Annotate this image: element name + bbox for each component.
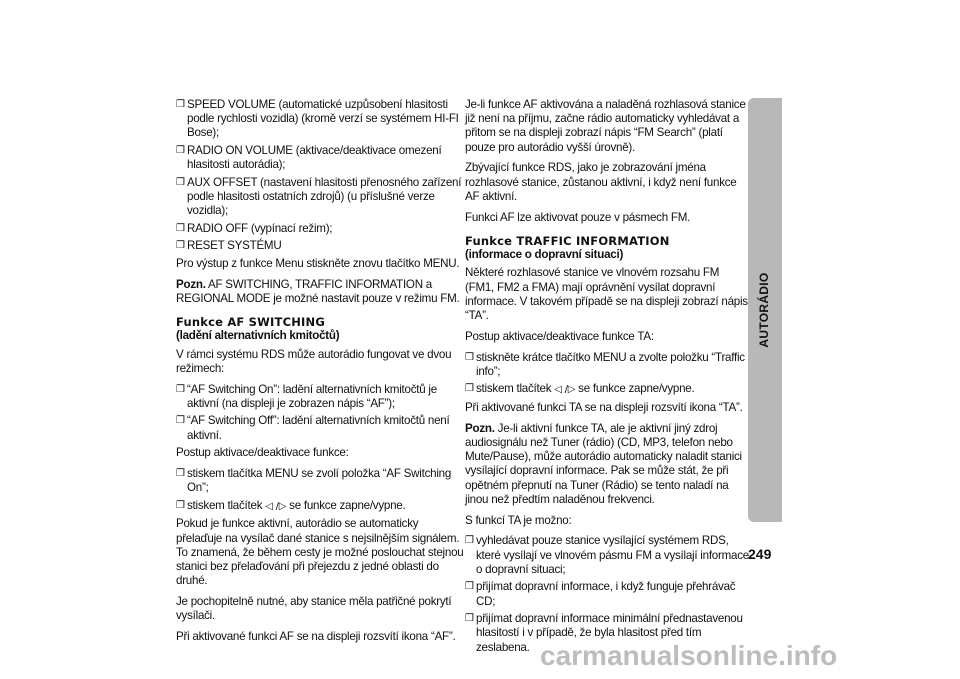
- af-paragraph: Je pochopitelně nutné, aby stanice měla patřičné pokrytí vysílači.: [176, 595, 452, 623]
- af-paragraph: Pokud je funkce aktivní, autorádio se automaticky přelaďuje na vysílač dané stanice s nejsilnějším signálem. To znamená, že během cesty je možné poslouchat stejnou stanici bez přelaďování při přejezdu z jedné oblasti do druhé.: [176, 517, 464, 588]
- list-item: ❒ RADIO ON VOLUME (aktivace/deaktivace omezení hlasitosti autorádia);: [176, 144, 442, 172]
- af-search-paragraph: Je-li funkce AF aktivována a naladěná rozhlasová stanice již není na příjmu, začne rádio automaticky vyhledávat a přitom se na displeji zobrazí nápis “FM Search” (platí pouze pro autorádio vyšší úrovně).: [465, 98, 746, 154]
- checkbox-bullet-icon: ❒: [176, 240, 185, 252]
- page-number: 249: [748, 546, 772, 562]
- left-right-arrow-icon: ◁ /▷: [265, 500, 287, 512]
- list-item: ❒ vyhledávat pouze stanice vysílající systémem RDS, které vysílají ve vlnovém pásmu FM a vysílají informace o dopravní situaci;: [465, 534, 749, 576]
- list-item: ❒ přijímat dopravní informace minimální přednastavenou hlasitostí i v případě, že byla hlasitost před tím zeslabena.: [465, 612, 743, 654]
- checkbox-bullet-icon: ❒: [176, 383, 185, 395]
- ti-paragraph: Při aktivované funkci TA se na displeji rozsvítí ikona “TA”.: [465, 400, 743, 414]
- list-item: ❒ “AF Switching On”: ladění alternativních kmitočtů je aktivní (na displeji je zobrazen nápis “AF”);: [176, 382, 437, 410]
- ta-possible-intro: S funkcí TA je možno:: [465, 513, 572, 527]
- note-text: Je-li aktivní funkce TA, ale je aktivní jiný zdroj audiosignálu než Tuner (rádio) (CD, MP3, telefon nebo Mute/Pause), může autorádio automaticky naladit stanici vysílající dopravní informace. Pak se může stát, že při opětném přepnutí na Tuner (Rádio) se tento naladí na jinou než předtím naladěnou frekvenci.: [465, 421, 742, 506]
- checkbox-bullet-icon: ❒: [176, 145, 185, 156]
- checkbox-bullet-icon: ❒: [465, 535, 474, 547]
- note-label: Pozn.: [465, 421, 495, 435]
- left-right-arrow-icon: ◁ /▷: [554, 384, 576, 396]
- list-item: ❒ stiskem tlačítek ◁ /▷ se funkce zapne/vypne.: [176, 499, 464, 514]
- watermark: carmanualsonline.info: [540, 640, 838, 671]
- list-item: ❒ AUX OFFSET (nastavení hlasitosti přenosného zařízení podle hlasitosti ostatních zdrojů) (u příslušné verze vozidla);: [176, 175, 462, 218]
- note-label: Pozn.: [176, 277, 206, 291]
- list-item: ❒ RESET SYSTÉMU: [176, 239, 282, 253]
- note-paragraph: [176, 278, 464, 306]
- checkbox-bullet-icon: ❒: [465, 383, 474, 395]
- ti-activation-intro: Postup aktivace/deaktivace funkce TA:: [465, 329, 654, 343]
- checkbox-bullet-icon: ❒: [176, 499, 185, 511]
- checkbox-bullet-icon: ❒: [176, 415, 185, 427]
- section-side-tab-label: AUTORÁDIO: [757, 272, 771, 348]
- list-item: ❒ “AF Switching Off”: ladění alternativních kmitočtů není aktivní.: [176, 414, 450, 442]
- list-item: ❒ stiskem tlačítka MENU se zvolí položka “AF Switching On”;: [176, 467, 452, 495]
- ti-paragraph: Některé rozhlasové stanice ve vlnovém rozsahu FM (FM1, FM2 a FMA) mají oprávnění vysílat dopravní informace. V takovém případě se na displeji zobrazí nápis “TA”.: [465, 266, 748, 322]
- section-heading-af-switching: [176, 316, 464, 343]
- list-item: ❒ stiskněte krátce tlačítko MENU a zvolte položku “Traffic info”;: [465, 350, 745, 378]
- list-item: ❒ SPEED VOLUME (automatické uzpůsobení hlasitosti podle rychlosti vozidla) (kromě verzí se systémem HI-FI Bose);: [176, 98, 459, 140]
- rds-paragraph: Zbývající funkce RDS, jako je zobrazování jména rozhlasové stanice, zůstanou aktivní, i když není funkce AF aktivní.: [465, 161, 737, 203]
- checkbox-bullet-icon: ❒: [465, 613, 474, 625]
- heading-subtitle: (ladění alternativních kmitočtů): [176, 329, 340, 343]
- checkbox-bullet-icon: ❒: [176, 99, 185, 110]
- right-column: [465, 98, 750, 658]
- list-item: ❒ přijímat dopravní informace, i když funguje přehrávač CD;: [465, 580, 736, 608]
- section-heading-traffic-information: [465, 235, 750, 262]
- checkbox-bullet-icon: ❒: [465, 351, 474, 363]
- checkbox-bullet-icon: ❒: [176, 176, 185, 188]
- heading-subtitle: (informace o dopravní situaci): [465, 247, 624, 261]
- checkbox-bullet-icon: ❒: [465, 581, 474, 593]
- list-item: ❒ RADIO OFF (vypínací režim);: [176, 221, 333, 235]
- fm-paragraph: Funkci AF lze aktivovat pouze v pásmech FM.: [465, 210, 691, 224]
- left-column: [176, 98, 464, 651]
- af-intro: V rámci systému RDS může autorádio fungovat ve dvou režimech:: [176, 347, 452, 375]
- checkbox-bullet-icon: ❒: [176, 222, 185, 234]
- exit-menu-text: Pro výstup z funkce Menu stiskněte znovu tlačítko MENU.: [176, 256, 460, 270]
- af-paragraph: Při aktivované funkci AF se na displeji rozsvítí ikona “AF”.: [176, 630, 456, 644]
- list-item: ❒ stiskem tlačítek ◁ /▷ se funkce zapne/vypne.: [465, 382, 750, 397]
- note-paragraph: [465, 422, 750, 507]
- heading-title: Funkce AF SWITCHING: [176, 315, 325, 330]
- heading-title: Funkce TRAFFIC INFORMATION: [465, 233, 670, 248]
- af-activation-intro: Postup aktivace/deaktivace funkce:: [176, 446, 349, 460]
- checkbox-bullet-icon: ❒: [176, 468, 185, 480]
- note-text: AF SWITCHING, TRAFFIC INFORMATION a REGIONAL MODE je možné nastavit pouze v režimu FM.: [176, 277, 460, 305]
